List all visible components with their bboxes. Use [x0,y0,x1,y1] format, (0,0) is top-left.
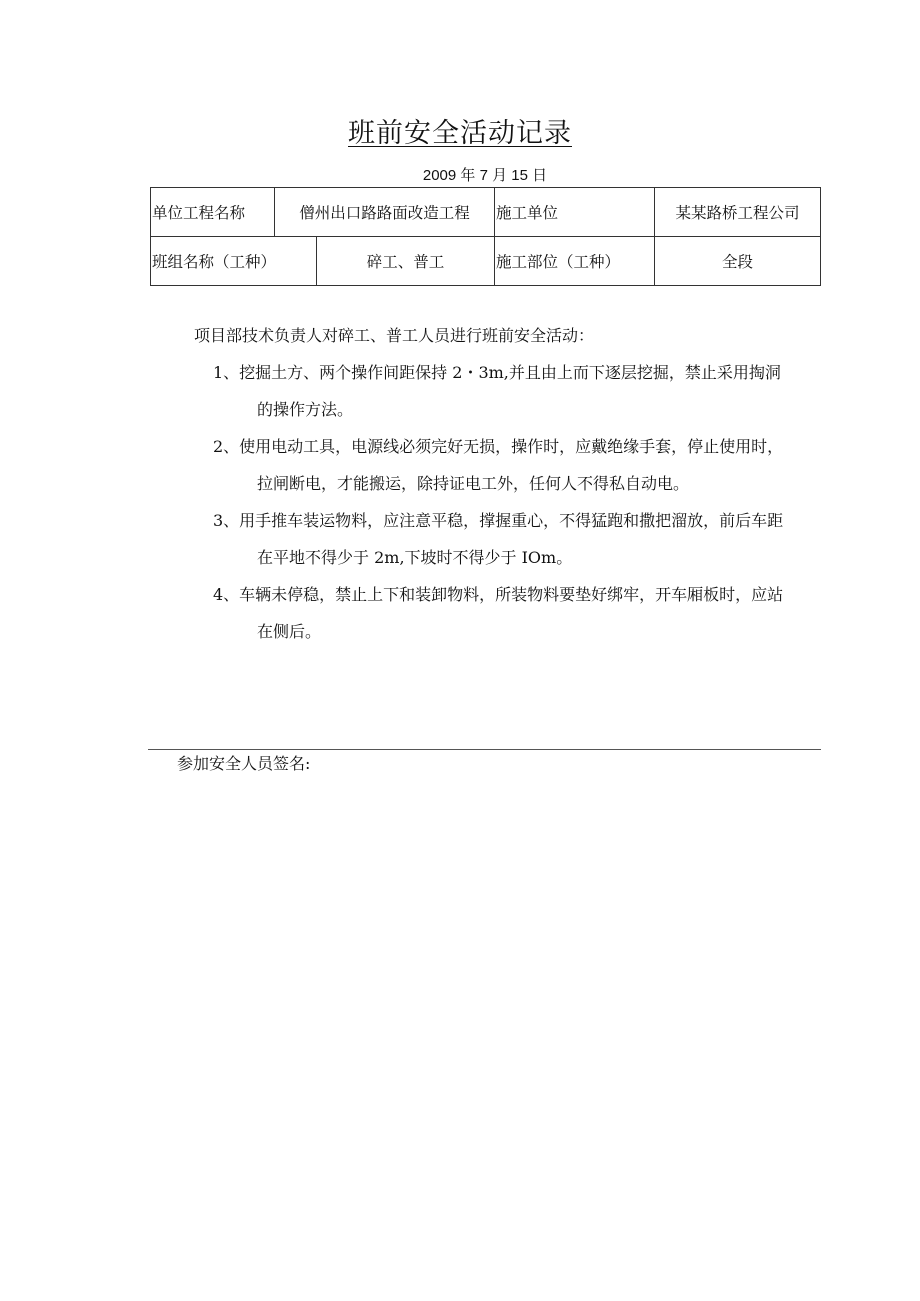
construction-unit-label: 施工单位 [495,188,655,237]
list-item-line: 2、使用电动工具，电源线必须完好无损，操作时，应戴绝缘手套，停止使用时， [213,437,784,456]
signature-divider [148,749,821,750]
signature-label: 参加安全人员签名: [177,754,311,773]
info-table [150,187,821,286]
list-item [213,434,833,508]
list-item [213,360,833,434]
info-row-project [151,188,821,237]
document-title-text: 班前安全活动记录 [348,118,572,149]
list-item [213,582,833,656]
intro-paragraph: 项目部技术负责人对碎工、普工人员进行班前安全活动： [194,326,595,345]
unit-project-value: 僧州出口路路面改造工程 [275,188,495,237]
list-item-continuation: 拉闸断电，才能搬运，除持证电工外，任何人不得私自动电。 [257,474,690,493]
document-title [0,112,920,156]
list-item-continuation: 在平地不得少于 2m,下坡时不得少于 IOm。 [257,548,573,567]
construction-unit-value: 某某路桥工程公司 [655,188,821,237]
list-item [213,508,833,582]
list-item-continuation: 在侧后。 [257,622,322,641]
list-item-line: 4、车辆未停稳，禁止上下和装卸物料，所装物料要垫好绑牢，开车厢板时，应站 [213,585,784,604]
info-row-team [151,237,821,286]
unit-project-label: 单位工程名称 [151,188,275,237]
list-item-continuation: 的操作方法。 [257,400,354,419]
list-item-line: 1、挖掘土方、两个操作间距保持 2・3m,并且由上而下逐层挖掘，禁止采用掏洞 [213,363,781,382]
work-location-label: 施工部位（工种） [495,237,655,286]
team-name-label: 班组名称（工种） [151,237,317,286]
list-item-line: 3、用手推车装运物料，应注意平稳，撑握重心，不得猛跑和撒把溜放，前后车距 [213,511,784,530]
safety-items-list [213,360,833,656]
work-location-value: 全段 [655,237,821,286]
document-date: 2009 年 7 月 15 日 [422,167,548,184]
team-name-value: 碎工、普工 [317,237,495,286]
